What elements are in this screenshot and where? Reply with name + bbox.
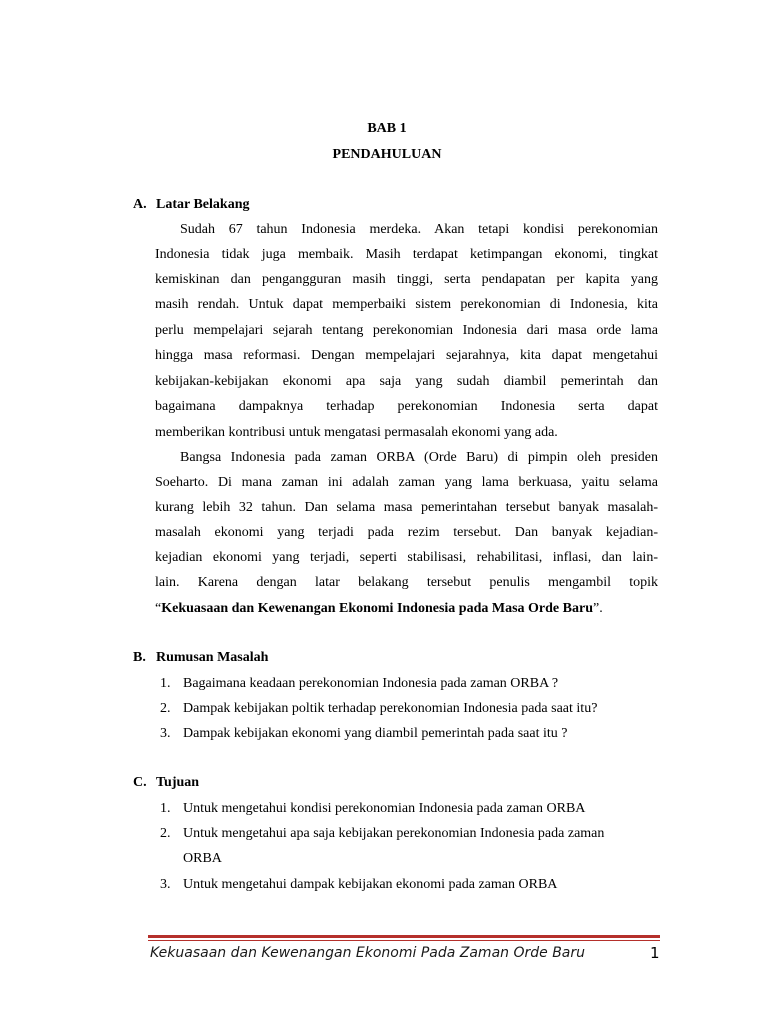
topic-close-quote: ”. bbox=[592, 601, 603, 616]
topic-open-quote: “ bbox=[155, 601, 162, 616]
footer-rule-thin bbox=[148, 940, 660, 941]
paragraph-line: masalah ekonomi yang terjadi pada rezim tersebut. Dan banyak kejadian- bbox=[155, 525, 658, 540]
paragraph-line: kejadian ekonomi yang terjadi, seperti stabilisasi, rehabilitasi, inflasi, dan lain- bbox=[155, 550, 658, 565]
paragraph-line: Sudah 67 tahun Indonesia merdeka. Akan tetapi kondisi perekonomian bbox=[180, 222, 658, 237]
paragraph-line: kemiskinan dan pengangguran masih tinggi, serta pendapatan per kapita yang bbox=[155, 272, 658, 287]
section-c-heading bbox=[133, 775, 199, 791]
footer-title: Kekuasaan dan Kewenangan Ekonomi Pada Zaman Orde Baru bbox=[150, 945, 586, 961]
list-text: Untuk mengetahui apa saja kebijakan perekonomian Indonesia pada zaman bbox=[183, 826, 605, 841]
paragraph-line: lain. Karena dengan latar belakang tersebut penulis mengambil topik bbox=[155, 575, 658, 590]
chapter-title: PENDAHULUAN bbox=[332, 147, 442, 162]
paragraph-line: bagaimana dampaknya terhadap perekonomian Indonesia serta dapat bbox=[155, 399, 658, 414]
section-b-title: Rumusan Masalah bbox=[156, 650, 269, 665]
list-number: 2. bbox=[160, 826, 171, 841]
paragraph-line: Bangsa Indonesia pada zaman ORBA (Orde Baru) di pimpin oleh presiden bbox=[180, 450, 658, 465]
list-text: Dampak kebijakan poltik terhadap perekonomian Indonesia pada saat itu? bbox=[183, 701, 598, 716]
list-text-continuation: ORBA bbox=[183, 851, 222, 866]
list-number: 1. bbox=[160, 676, 171, 691]
paragraph-line: hingga masa reformasi. Dengan mempelajari sejarahnya, kita dapat mengetahui bbox=[155, 348, 658, 363]
list-number: 3. bbox=[160, 726, 171, 741]
list-text: Untuk mengetahui kondisi perekonomian Indonesia pada zaman ORBA bbox=[183, 801, 586, 816]
paragraph-line: memberikan kontribusi untuk mengatasi permasalah ekonomi yang ada. bbox=[155, 425, 558, 440]
paragraph-line: Soeharto. Di mana zaman ini adalah zaman yang lama berkuasa, yaitu selama bbox=[155, 475, 658, 490]
chapter-number: BAB 1 bbox=[367, 121, 407, 136]
list-item bbox=[160, 876, 557, 894]
list-item bbox=[160, 825, 604, 843]
paragraph-line: perlu mempelajari sejarah tentang perekonomian Indonesia dari masa orde lama bbox=[155, 323, 658, 338]
section-a-letter: A. bbox=[133, 197, 147, 212]
list-item bbox=[160, 800, 585, 818]
topic-line bbox=[155, 600, 658, 618]
section-c-letter: C. bbox=[133, 775, 147, 790]
list-number: 3. bbox=[160, 877, 171, 892]
section-b-letter: B. bbox=[133, 650, 146, 665]
list-text: Bagaimana keadaan perekonomian Indonesia pada zaman ORBA ? bbox=[183, 676, 559, 691]
paragraph-line: kurang lebih 32 tahun. Dan selama masa pemerintahan tersebut banyak masalah- bbox=[155, 500, 658, 515]
footer-rule-thick bbox=[148, 935, 660, 938]
section-c-title: Tujuan bbox=[156, 775, 200, 790]
section-a-heading bbox=[133, 197, 249, 213]
list-number: 2. bbox=[160, 701, 171, 716]
paragraph-line: Indonesia tidak juga membaik. Masih terdapat ketimpangan ekonomi, tingkat bbox=[155, 247, 658, 262]
list-text: Untuk mengetahui dampak kebijakan ekonomi pada zaman ORBA bbox=[183, 877, 558, 892]
list-item bbox=[160, 700, 597, 718]
section-b-heading bbox=[133, 650, 268, 666]
section-a-title: Latar Belakang bbox=[156, 197, 250, 212]
list-item bbox=[160, 675, 558, 693]
page-number: 1 bbox=[650, 944, 660, 962]
paragraph-line: masih rendah. Untuk dapat memperbaiki sistem perekonomian di Indonesia, kita bbox=[155, 297, 658, 312]
paragraph-line: kebijakan-kebijakan ekonomi apa saja yang sudah diambil pemerintah dan bbox=[155, 374, 658, 389]
list-number: 1. bbox=[160, 801, 171, 816]
list-item bbox=[160, 725, 568, 743]
topic-title: Kekuasaan dan Kewenangan Ekonomi Indonesia pada Masa Orde Baru bbox=[161, 601, 593, 616]
list-text: Dampak kebijakan ekonomi yang diambil pemerintah pada saat itu ? bbox=[183, 726, 568, 741]
